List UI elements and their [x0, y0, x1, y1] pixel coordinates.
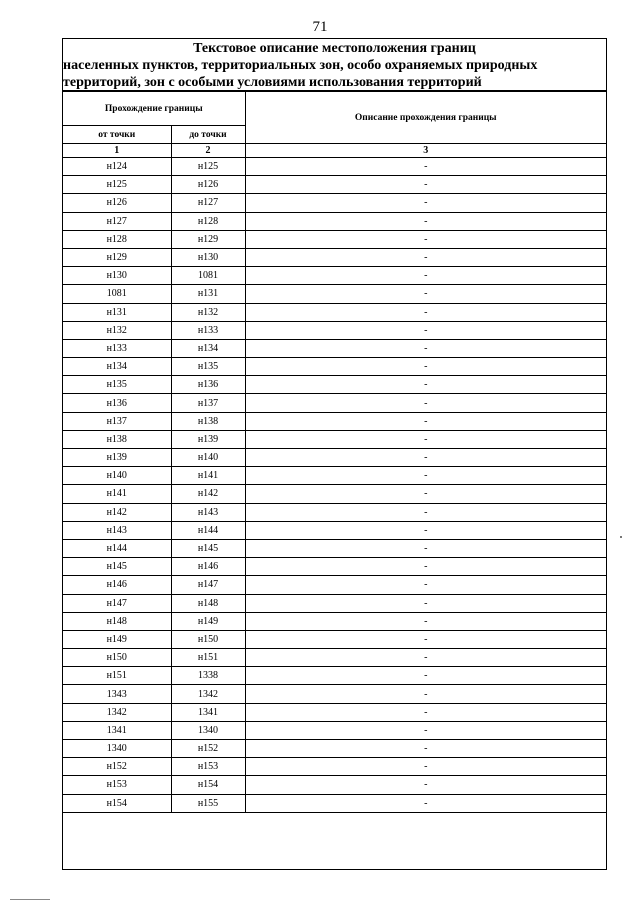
table-row	[63, 267, 606, 285]
to-point-cell: 1342	[171, 685, 245, 703]
table-row	[63, 485, 606, 503]
table-row	[63, 539, 606, 557]
description-cell: -	[245, 485, 606, 503]
from-point-cell: н146	[63, 576, 171, 594]
table-row	[63, 740, 606, 758]
table-row	[63, 176, 606, 194]
table-row	[63, 339, 606, 357]
from-point-cell: 1342	[63, 703, 171, 721]
to-point-cell: н143	[171, 503, 245, 521]
to-point-cell: н148	[171, 594, 245, 612]
description-cell: -	[245, 758, 606, 776]
from-point-cell: 1081	[63, 285, 171, 303]
from-point-cell: н152	[63, 758, 171, 776]
description-cell: -	[245, 321, 606, 339]
to-point-cell: н144	[171, 521, 245, 539]
from-point-cell: 1340	[63, 740, 171, 758]
boundary-table	[63, 91, 606, 813]
page-number: 71	[312, 19, 328, 35]
table-row	[63, 248, 606, 266]
description-cell: -	[245, 176, 606, 194]
title-line-3: территорий, зон с особыми условиями использования территорий	[63, 75, 482, 90]
from-point-cell: н132	[63, 321, 171, 339]
column-number-3: 3	[245, 144, 606, 158]
from-point-cell: н154	[63, 794, 171, 812]
to-point-cell: н151	[171, 649, 245, 667]
from-point-cell: н141	[63, 485, 171, 503]
to-point-cell: н125	[171, 158, 245, 176]
description-cell: -	[245, 740, 606, 758]
description-cell: -	[245, 376, 606, 394]
table-row	[63, 558, 606, 576]
table-row	[63, 430, 606, 448]
from-point-cell: н136	[63, 394, 171, 412]
table-row	[63, 612, 606, 630]
table-row	[63, 703, 606, 721]
to-point-cell: н147	[171, 576, 245, 594]
from-point-cell: н137	[63, 412, 171, 430]
table-row	[63, 721, 606, 739]
table-row	[63, 376, 606, 394]
description-cell: -	[245, 521, 606, 539]
table-row	[63, 303, 606, 321]
description-cell: -	[245, 685, 606, 703]
description-cell: -	[245, 667, 606, 685]
from-point-cell: н129	[63, 248, 171, 266]
description-cell: -	[245, 412, 606, 430]
header-passage: Прохождение границы	[63, 92, 245, 126]
description-cell: -	[245, 794, 606, 812]
header-to: до точки	[171, 126, 245, 144]
document-title	[63, 39, 606, 91]
table-row	[63, 394, 606, 412]
description-cell: -	[245, 467, 606, 485]
header-from: от точки	[63, 126, 171, 144]
from-point-cell: н142	[63, 503, 171, 521]
table-row	[63, 685, 606, 703]
description-cell: -	[245, 612, 606, 630]
to-point-cell: н142	[171, 485, 245, 503]
to-point-cell: н130	[171, 248, 245, 266]
to-point-cell: 1341	[171, 703, 245, 721]
to-point-cell: н127	[171, 194, 245, 212]
to-point-cell: 1340	[171, 721, 245, 739]
to-point-cell: н133	[171, 321, 245, 339]
table-row	[63, 412, 606, 430]
table-row	[63, 594, 606, 612]
table-row	[63, 212, 606, 230]
from-point-cell: н150	[63, 649, 171, 667]
from-point-cell: н147	[63, 594, 171, 612]
to-point-cell: н129	[171, 230, 245, 248]
table-row	[63, 794, 606, 812]
to-point-cell: 1081	[171, 267, 245, 285]
to-point-cell: н126	[171, 176, 245, 194]
title-line-1: Текстовое описание местоположения границ	[193, 41, 476, 56]
table-row	[63, 449, 606, 467]
to-point-cell: н139	[171, 430, 245, 448]
to-point-cell: н155	[171, 794, 245, 812]
to-point-cell: н134	[171, 339, 245, 357]
description-cell: -	[245, 339, 606, 357]
from-point-cell: н151	[63, 667, 171, 685]
table-row	[63, 230, 606, 248]
description-cell: -	[245, 449, 606, 467]
from-point-cell: н143	[63, 521, 171, 539]
to-point-cell: н153	[171, 758, 245, 776]
from-point-cell: н131	[63, 303, 171, 321]
description-cell: -	[245, 285, 606, 303]
from-point-cell: н125	[63, 176, 171, 194]
table-row	[63, 649, 606, 667]
description-cell: -	[245, 630, 606, 648]
table-row	[63, 358, 606, 376]
description-cell: -	[245, 721, 606, 739]
from-point-cell: н133	[63, 339, 171, 357]
description-cell: -	[245, 358, 606, 376]
to-point-cell: н146	[171, 558, 245, 576]
table-row	[63, 194, 606, 212]
document-frame	[62, 38, 607, 870]
description-cell: -	[245, 212, 606, 230]
to-point-cell: 1338	[171, 667, 245, 685]
table-row	[63, 758, 606, 776]
description-cell: -	[245, 539, 606, 557]
description-cell: -	[245, 394, 606, 412]
table-row	[63, 285, 606, 303]
table-row	[63, 158, 606, 176]
from-point-cell: н134	[63, 358, 171, 376]
description-cell: -	[245, 576, 606, 594]
from-point-cell: н128	[63, 230, 171, 248]
description-cell: -	[245, 703, 606, 721]
description-cell: -	[245, 558, 606, 576]
to-point-cell: н140	[171, 449, 245, 467]
description-cell: -	[245, 430, 606, 448]
scan-artifact-dot	[620, 536, 622, 538]
from-point-cell: н153	[63, 776, 171, 794]
to-point-cell: н150	[171, 630, 245, 648]
from-point-cell: 1341	[63, 721, 171, 739]
from-point-cell: н124	[63, 158, 171, 176]
header-description: Описание прохождения границы	[245, 92, 606, 144]
table-row	[63, 503, 606, 521]
description-cell: -	[245, 776, 606, 794]
description-cell: -	[245, 267, 606, 285]
from-point-cell: н138	[63, 430, 171, 448]
from-point-cell: н144	[63, 539, 171, 557]
to-point-cell: н131	[171, 285, 245, 303]
from-point-cell: н148	[63, 612, 171, 630]
table-row	[63, 576, 606, 594]
to-point-cell: н149	[171, 612, 245, 630]
description-cell: -	[245, 594, 606, 612]
scan-artifact-line	[10, 899, 50, 900]
to-point-cell: н154	[171, 776, 245, 794]
table-row	[63, 667, 606, 685]
table-row	[63, 467, 606, 485]
description-cell: -	[245, 649, 606, 667]
to-point-cell: н135	[171, 358, 245, 376]
from-point-cell: н139	[63, 449, 171, 467]
title-line-2: населенных пунктов, территориальных зон, особо охраняемых природных	[63, 58, 538, 73]
from-point-cell: н130	[63, 267, 171, 285]
to-point-cell: н138	[171, 412, 245, 430]
to-point-cell: н132	[171, 303, 245, 321]
from-point-cell: н140	[63, 467, 171, 485]
description-cell: -	[245, 158, 606, 176]
table-row	[63, 630, 606, 648]
description-cell: -	[245, 303, 606, 321]
from-point-cell: н126	[63, 194, 171, 212]
column-number-2: 2	[171, 144, 245, 158]
to-point-cell: н128	[171, 212, 245, 230]
description-cell: -	[245, 230, 606, 248]
column-number-1: 1	[63, 144, 171, 158]
description-cell: -	[245, 503, 606, 521]
from-point-cell: н127	[63, 212, 171, 230]
from-point-cell: н149	[63, 630, 171, 648]
from-point-cell: 1343	[63, 685, 171, 703]
to-point-cell: н145	[171, 539, 245, 557]
description-cell: -	[245, 194, 606, 212]
table-row	[63, 521, 606, 539]
from-point-cell: н145	[63, 558, 171, 576]
to-point-cell: н141	[171, 467, 245, 485]
to-point-cell: н136	[171, 376, 245, 394]
to-point-cell: н137	[171, 394, 245, 412]
table-row	[63, 776, 606, 794]
description-cell: -	[245, 248, 606, 266]
table-row	[63, 321, 606, 339]
to-point-cell: н152	[171, 740, 245, 758]
from-point-cell: н135	[63, 376, 171, 394]
